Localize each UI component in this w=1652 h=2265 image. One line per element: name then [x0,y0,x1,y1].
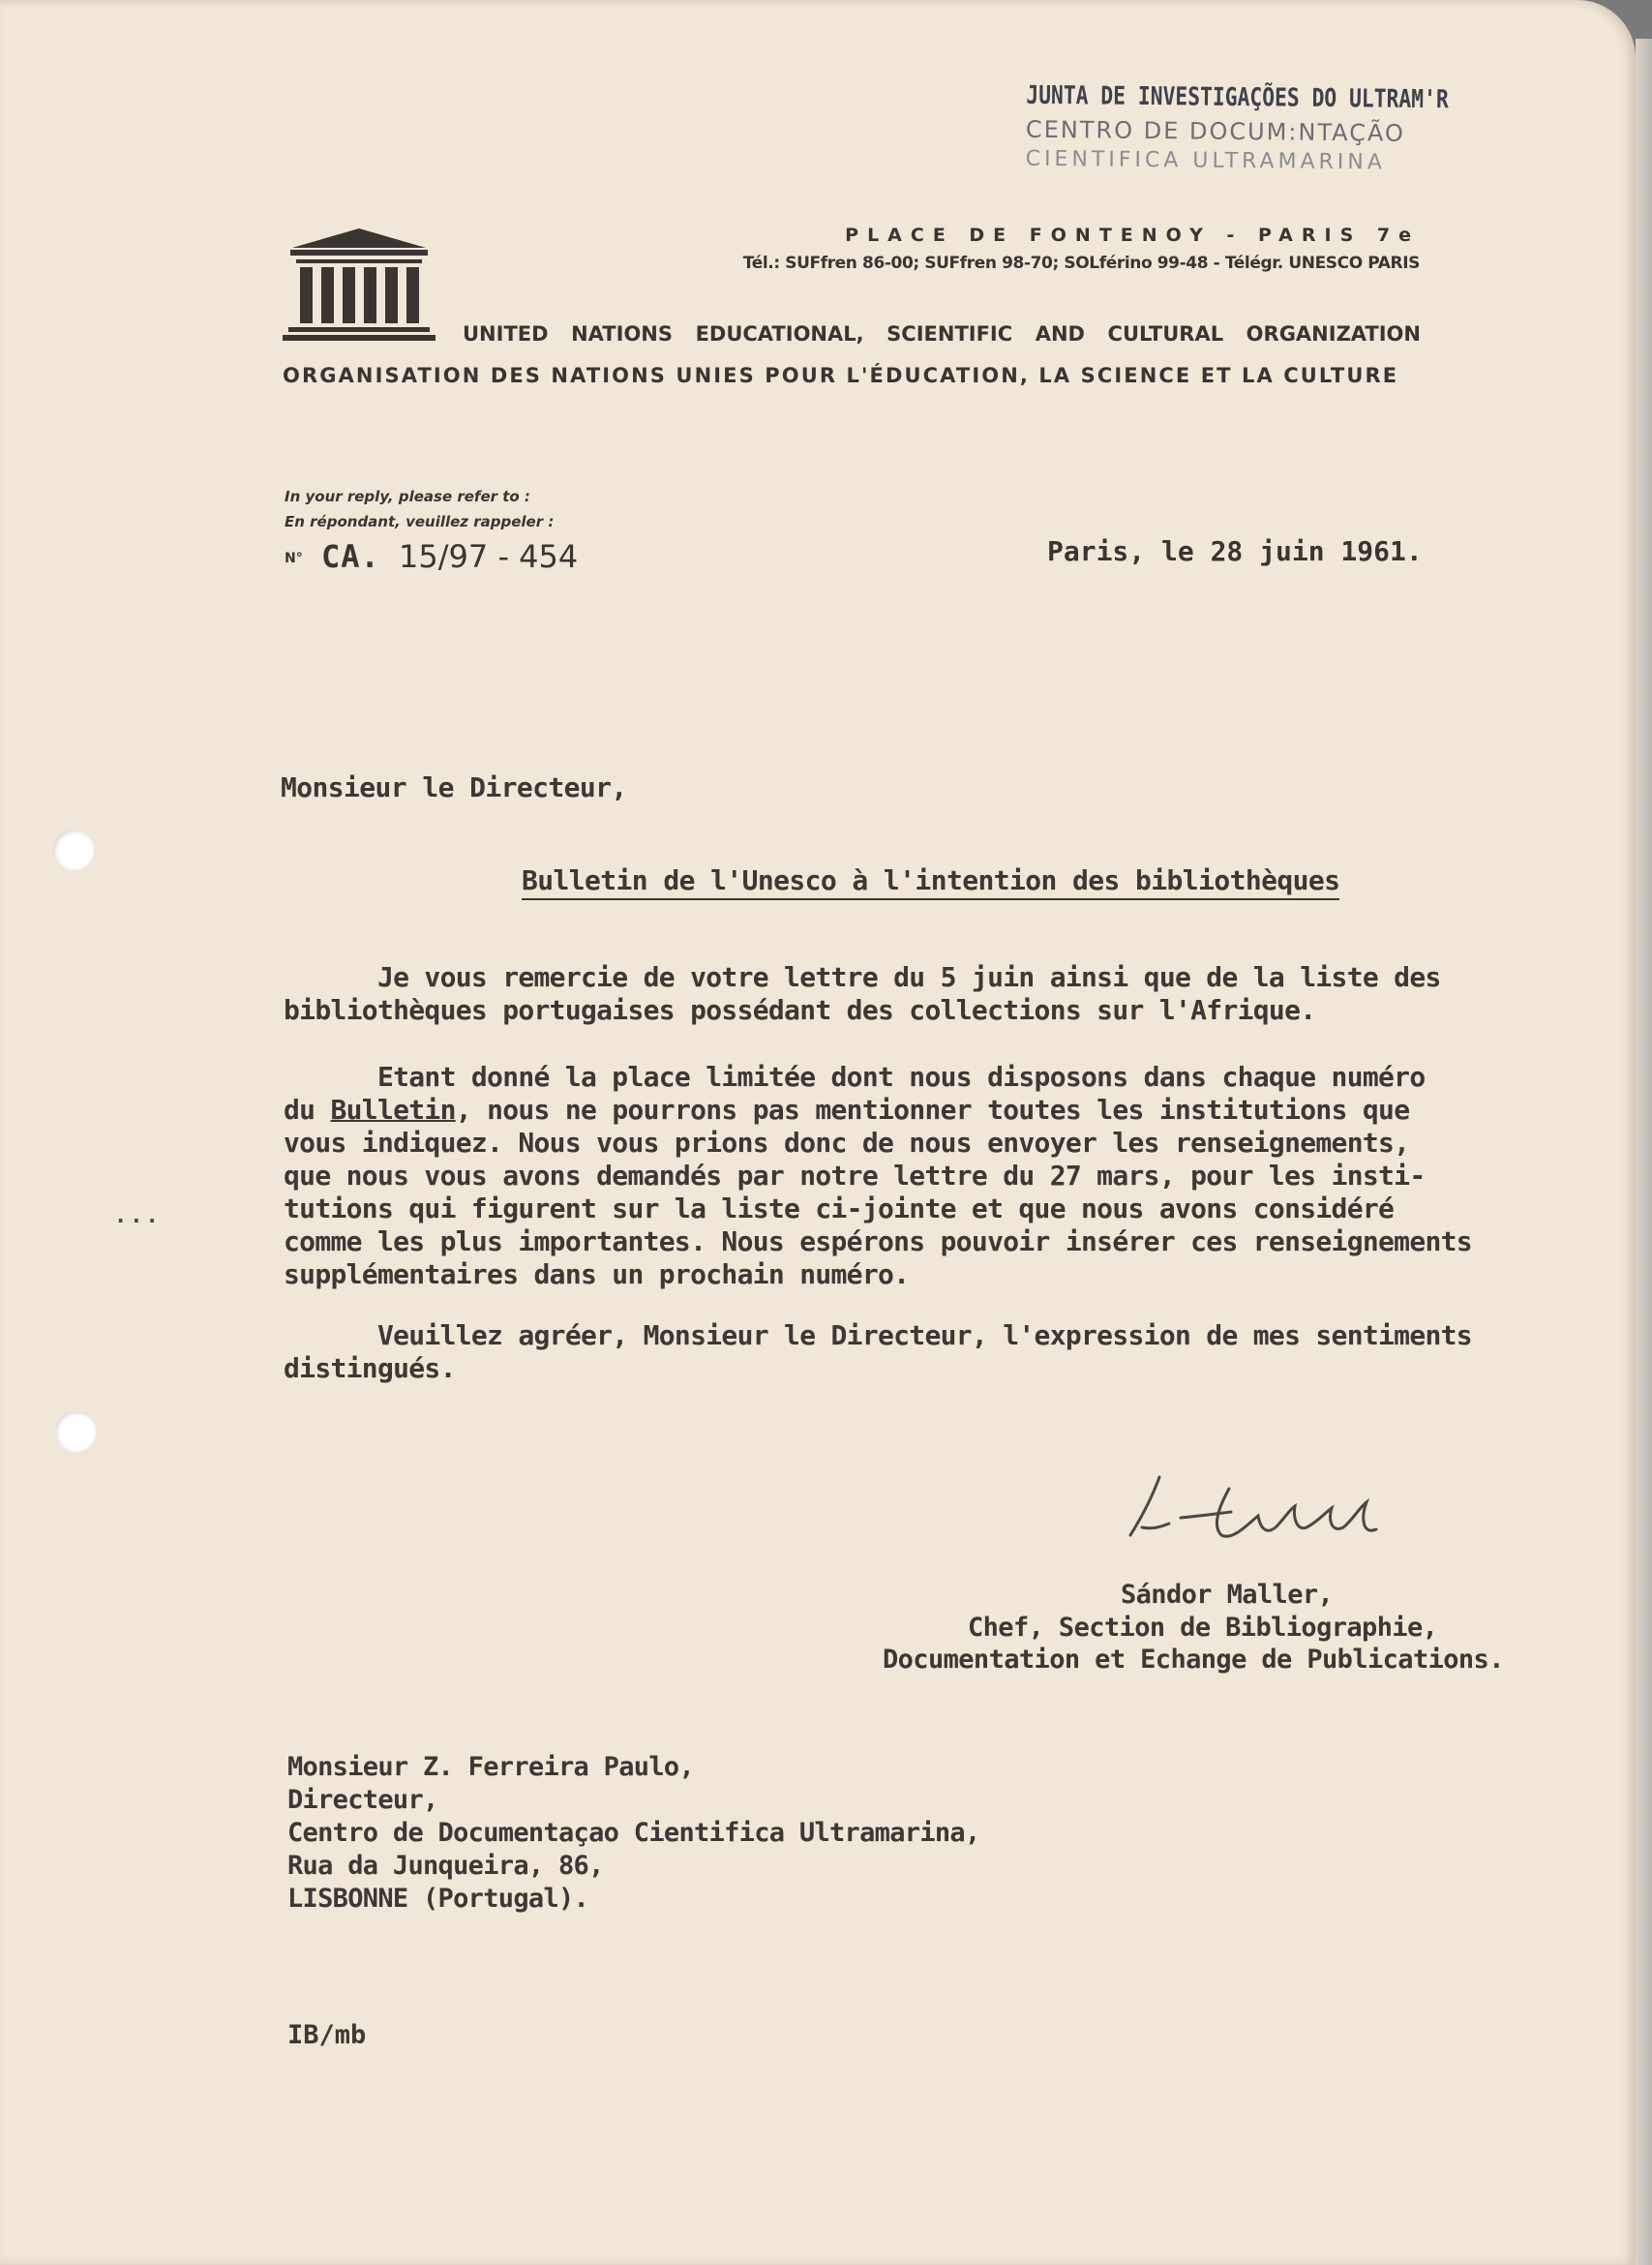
paragraph-3 [284,1319,1472,1385]
reference-note [285,484,554,534]
reference-note-fr: En répondant, veuillez rappeler : [285,513,555,530]
org-word: UNITED [463,322,549,346]
org-word: NATIONS [571,322,673,346]
text-fragment: , nous ne pourrons pas mentionner toutes les institutions que [455,1094,1410,1126]
text-line: que nous vous avons demandés par notre lettre du 27 mars, pour les insti- [284,1160,1426,1192]
bulletin-title: Bulletin [330,1094,456,1126]
signer-title: Chef, Section de Bibliographie, [968,1613,1438,1643]
handwritten-signature [1113,1460,1403,1566]
letter-date: Paris, le 28 juin 1961. [1047,535,1423,567]
stamp-line: JUNTA DE INVESTIGAÇÕES DO ULTRAM'R [1026,80,1449,115]
recipient-city: LISBONNE (Portugal). [287,1884,589,1914]
org-word: CULTURAL [1107,322,1224,346]
signer-name: Sándor Maller, [1121,1580,1334,1610]
reference-note-en: In your reply, please refer to : [285,488,530,505]
letterhead-address [743,225,1420,273]
text-fragment: du [284,1094,331,1126]
org-name-english [463,322,1421,346]
stamp-line: CIENTIFICA ULTRAMARINA [1025,146,1386,175]
recipient-name: Monsieur Z. Ferreira Paulo, [287,1752,694,1782]
letterhead-place: PLACE DE FONTENOY - PARIS 7e [845,225,1420,246]
text-line: Je vous remercie de votre lettre du 5 juin ainsi que de la liste des [284,961,1441,993]
text-line: bibliothèques portugaises possédant des collections sur l'Afrique. [284,994,1316,1026]
text-line [284,1094,1472,1127]
text-line: comme les plus importantes. Nous espérons pouvoir insérer ces renseignements [284,1225,1472,1257]
org-word: AND [1035,322,1085,346]
recipient-street: Rua da Junqueira, 86, [287,1851,604,1881]
recipient-role: Directeur, [287,1785,438,1815]
org-name-french: ORGANISATION DES NATIONS UNIES POUR L'ÉDUCATION, LA SCIENCE ET LA CULTURE [283,364,1399,387]
punch-hole [55,1411,96,1452]
org-word: EDUCATIONAL, [695,322,864,346]
reference-digits: 15/97 - 454 [399,538,579,575]
reference-code: CA. [320,538,380,575]
page-edge [1636,39,1652,2265]
reference-prefix: N° [285,551,303,566]
signer-department: Documentation et Echange de Publications. [883,1645,1504,1675]
typist-initials: IB/mb [287,2020,367,2050]
recipient-organization: Centro de Documentaçao Cientifica Ultramarina, [287,1818,980,1848]
salutation: Monsieur le Directeur, [281,771,627,803]
text-line: supplémentaires dans un prochain numéro. [284,1258,910,1290]
subject-line: Bulletin de l'Unesco à l'intention des bibliothèques [522,864,1339,900]
unesco-logo-icon [281,226,437,347]
text-line: distingués. [284,1352,456,1384]
text-line: vous indiquez. Nous vous prions donc de nous envoyer les renseignements, [284,1127,1410,1159]
text-line: tutions qui figurent sur la liste ci-jointe et que nous avons considéré [284,1193,1395,1224]
stamp-line: CENTRO DE DOCUM:NTAÇÃO [1025,115,1405,147]
paragraph-2 [284,1061,1472,1291]
archive-stamp [1026,81,1453,176]
text-line: Veuillez agréer, Monsieur le Directeur, l'expression de mes sentiments [284,1319,1472,1351]
reference-number [285,538,578,575]
org-word: ORGANIZATION [1246,322,1421,346]
letterhead-telephone: Tél.: SUFfren 86-00; SUFfren 98-70; SOLférino 99-48 - Télégr. UNESCO PARIS [742,254,1420,273]
org-word: SCIENTIFIC [886,322,1013,346]
text-line: Etant donné la place limitée dont nous disposons dans chaque numéro [284,1061,1426,1093]
punch-hole [53,830,94,870]
paragraph-1 [284,961,1441,1027]
margin-mark: ... [114,1204,162,1228]
